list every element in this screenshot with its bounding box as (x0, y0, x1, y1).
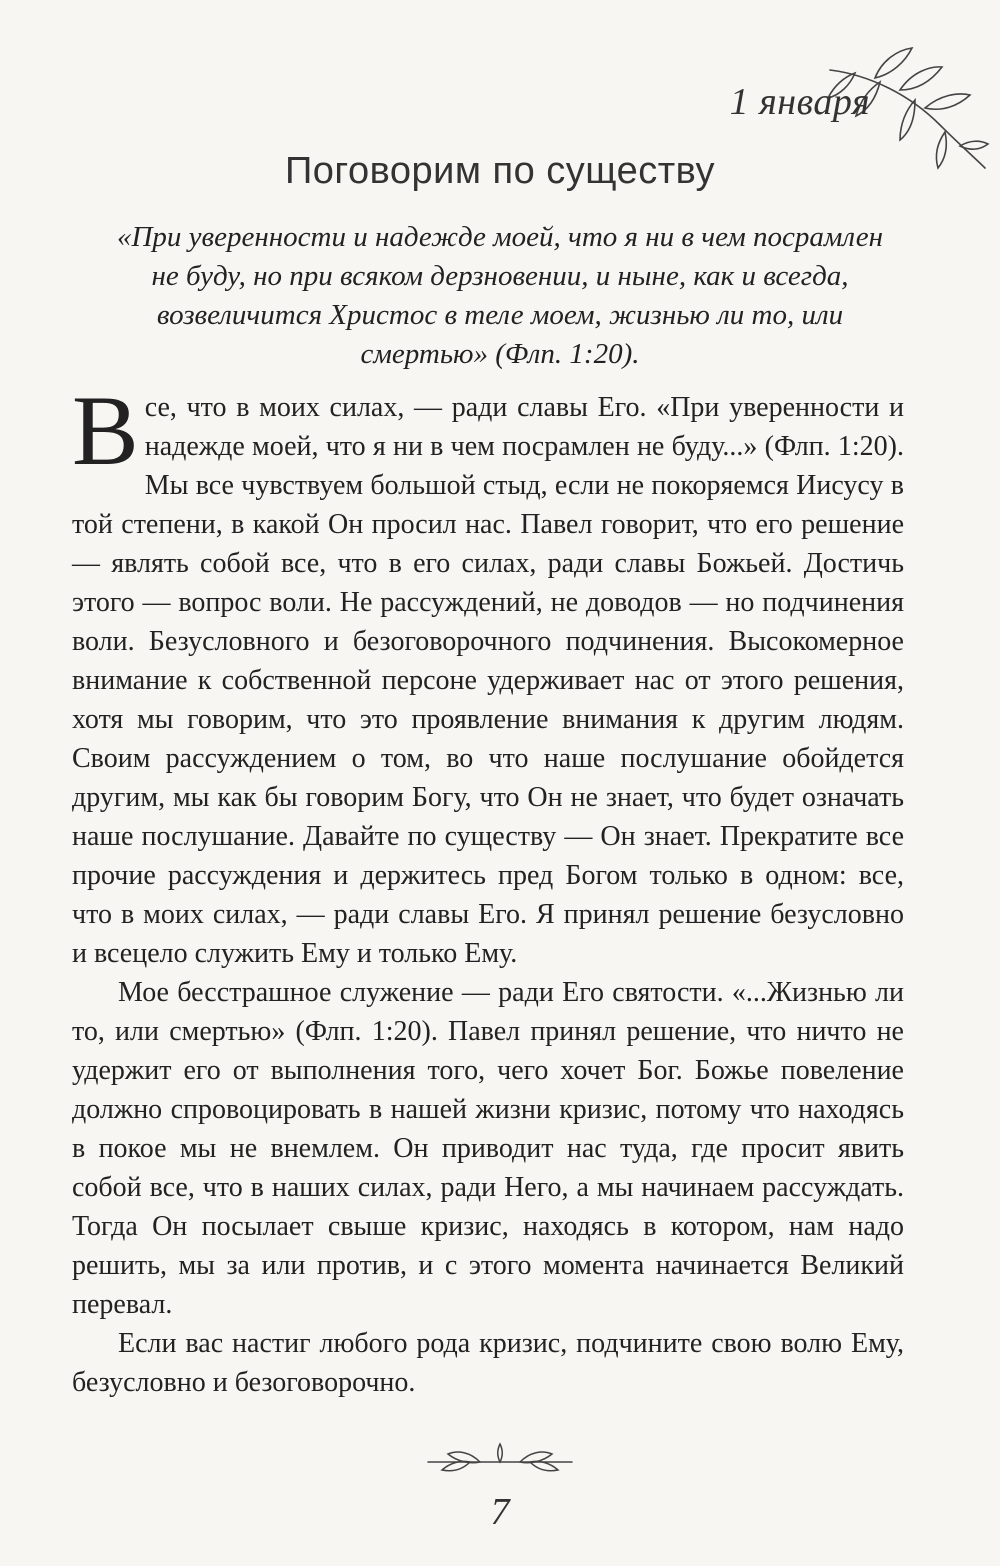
paragraph-2: Мое бесстрашное служение — ради Его святости. «...Жизнью ли то, или смертью» (Флп. 1:20). Павел принял решение, что ничто не удержит его от выполнения того, чего хочет Бог. Божье повеление должно спровоцировать в нашей жизни кризис, потому что находясь в покое мы не внемлем. Он приводит нас туда, где просит явить собой все, что в наших силах, ради Него, а мы начинаем рассуждать. Тогда Он посылает свыше кризис, находясь в котором, нам надо решить, мы за или против, и с этого момента начинается Великий перевал. (72, 977, 904, 1320)
leaf-ornament-icon (420, 1442, 580, 1482)
paragraph-1-text: се, что в моих силах, — ради славы Его. «При уверенности и надежде моей, что я ни в чем посрамлен не буду...» (Флп. 1:20). Мы все чувствуем большой стыд, если не покоряемся Иисусу в той степени, в какой Он просил нас. Павел говорит, что его решение — являть собой все, что в его силах, ради славы Божьей. Достичь этого — вопрос воли. Не рассуждений, не доводов — но подчинения воли. Безусловного и безоговорочного подчинения. Высокомерное внимание к собственной персоне удерживает нас от этого решения, хотя мы говорим, что это проявление внимания к другим людям. Своим рассуждением о том, во что наше послушание обойдется другим, мы как бы говорим Богу, что Он не знает, что будет означать наше послушание. Давайте по существу — Он знает. Прекратите все прочие рассуждения и держитесь пред Богом только в одном: все, что в моих силах, — ради славы Его. Я принял решение безусловно и всецело служить Ему и только Ему. (72, 392, 904, 969)
paragraph-1 (72, 375, 904, 973)
drop-cap: В (72, 375, 139, 486)
body-text (72, 375, 904, 1402)
page-number: 7 (490, 1491, 510, 1533)
entry-date: 1 января (729, 81, 870, 123)
page-title: Поговорим по существу (284, 150, 716, 192)
epigraph-quote: «При уверенности и надежде моей, что я ни в чем посрамлен не буду, но при всяком дерзновении, и ныне, как и всегда, возвеличится Христос в теле моем, жизнью ли то, или смертью» (Флп. 1:20). (116, 221, 884, 370)
paragraph-3: Если вас настиг любого рода кризис, подчините свою волю Ему, безусловно и безоговорочно. (72, 1328, 904, 1398)
